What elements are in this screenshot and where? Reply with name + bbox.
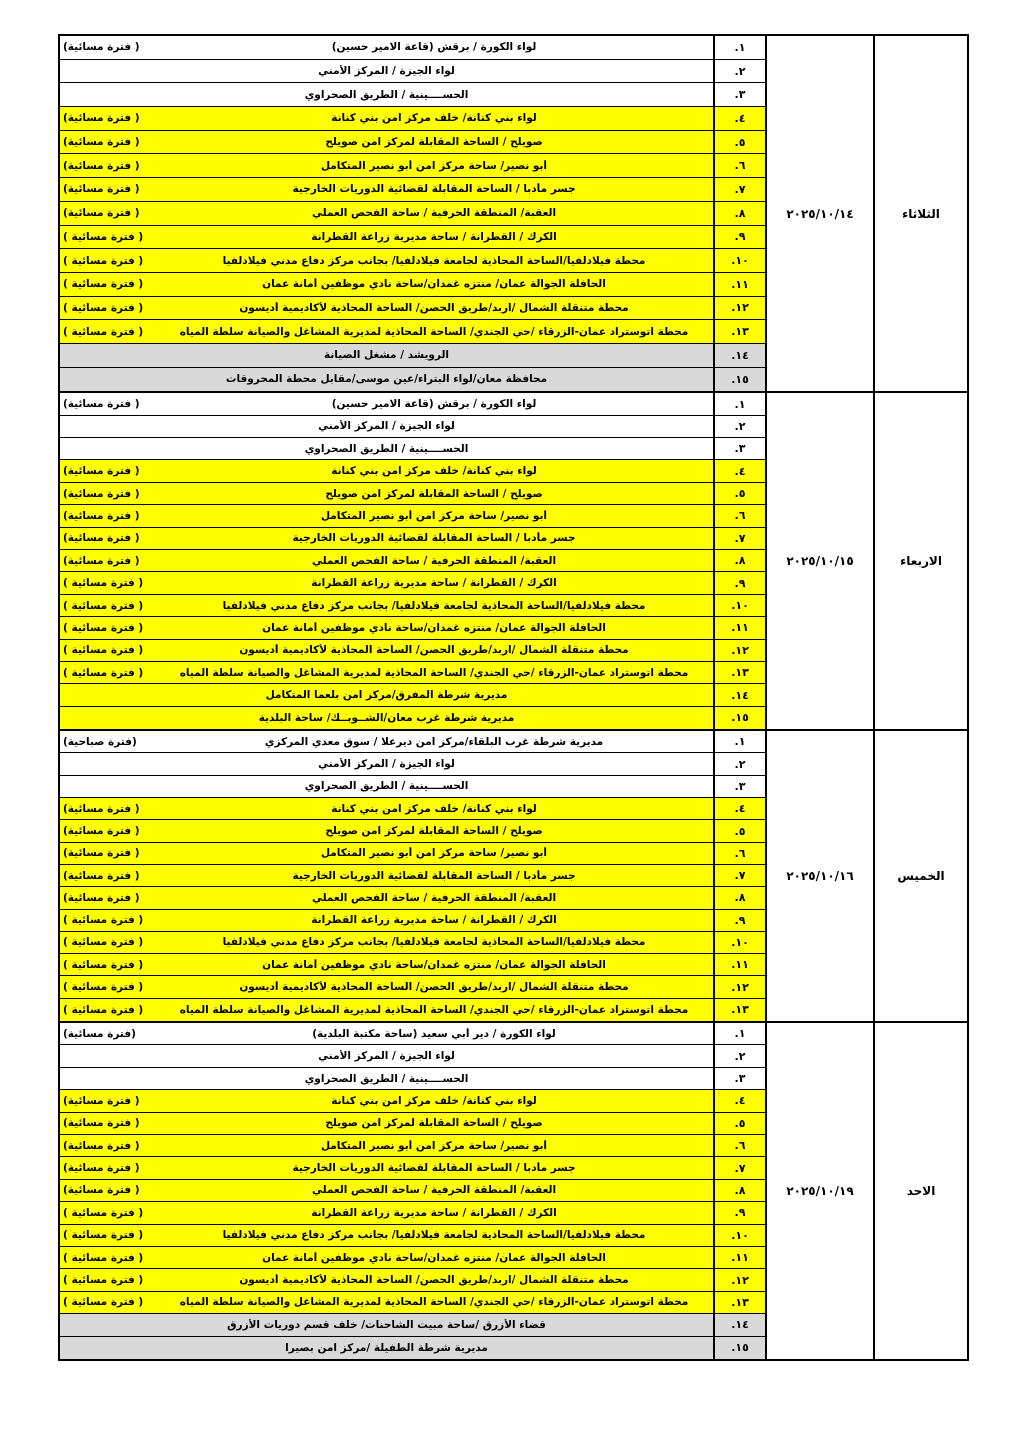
location-text: جسر مأدبا / الساحة المقابلة لقضائية الدوريات الخارجية [292,532,576,545]
row-number: ٤. [713,460,765,481]
row-number: ٧. [713,178,765,201]
row-number: ٧. [713,865,765,886]
row-number: ١١. [713,954,765,975]
location-text: صويلح / الساحة المقابلة لمركز امن صويلح [325,136,543,149]
location-text: جسر مأدبا / الساحة المقابلة لقضائية الدوريات الخارجية [292,183,576,196]
location-text: الحافلة الجوالة عمان/ منتزه غمدان/ساحة نادي موظفين أمانة عمان [262,621,606,634]
location-cell [60,1292,713,1313]
location-cell [60,107,713,130]
day-name: الاحد [873,1023,967,1359]
location-cell [60,1023,713,1044]
table-row [60,572,765,594]
row-number: ١١. [713,273,765,296]
location-text: الحســــينية / الطريق الصحراوي [304,780,469,793]
location-cell [60,249,713,272]
row-number: ١٥. [713,707,765,729]
table-row [60,1269,765,1291]
row-number: ٥. [713,1113,765,1134]
location-cell [60,1247,713,1268]
table-row [60,999,765,1021]
period-note: ( فترة مسائية) [63,532,140,545]
location-cell [60,505,713,526]
row-number: ١١. [713,1247,765,1268]
location-cell [60,1045,713,1066]
table-row [60,976,765,998]
location-cell [60,1157,713,1178]
row-number: ١٣. [713,1292,765,1313]
table-row [60,887,765,909]
period-note: ( فترة مسائية) [63,465,140,478]
location-cell [60,572,713,593]
day-block [60,36,967,393]
location-cell [60,887,713,908]
period-note: ( فترة مسائية ) [63,1274,144,1287]
location-rows [60,1023,765,1359]
period-note: ( فترة مسائية) [63,183,140,196]
day-date: ٢٠٢٥/١٠/١٥ [765,393,873,729]
table-row [60,865,765,887]
location-cell [60,843,713,864]
location-cell [60,320,713,343]
period-note: (فترة مسائية) [63,1027,136,1040]
table-row [60,753,765,775]
location-cell [60,416,713,437]
location-cell [60,60,713,83]
table-row [60,640,765,662]
location-text: محطة فيلادلفيا/الساحة المحاذية لجامعة فيلادلفيا/ بجانب مركز دفاع مدني فيلادلفيا [222,936,646,949]
location-text: مديرية شرطة غرب البلقاء/مركز امن ديرعلا / سوق معدي المركزي [264,735,604,748]
period-note: ( فترة مسائية) [63,1094,140,1107]
location-text: محطة متنقلة الشمال /اربد/طريق الحصن/ الساحة المحاذية لأكاديمية أديسون [239,981,629,994]
row-number: ٦. [713,843,765,864]
location-cell [60,226,713,249]
location-cell [60,932,713,953]
table-row [60,1113,765,1135]
location-cell [60,344,713,367]
location-cell [60,36,713,59]
period-note: ( فترة مسائية ) [63,325,144,338]
period-note: ( فترة مسائية ) [63,577,144,590]
location-text: الرويشد / مشغل الصيانة [323,349,449,362]
table-row [60,684,765,706]
table-row [60,438,765,460]
table-row [60,595,765,617]
row-number: ٨. [713,550,765,571]
table-row [60,1202,765,1224]
table-row [60,60,765,84]
table-row [60,320,765,344]
location-text: الحســــينية / الطريق الصحراوي [304,88,469,101]
period-note: ( فترة مسائية) [63,1139,140,1152]
table-row [60,249,765,273]
location-cell [60,1113,713,1134]
location-text: أبو نصير/ ساحة مركز امن أبو نصير المتكامل [320,1139,548,1152]
day-date: ٢٠٢٥/١٠/١٤ [765,36,873,391]
location-cell [60,1202,713,1223]
location-text: محطة فيلادلفيا/الساحة المحاذية لجامعة فيلادلفيا/ بجانب مركز دفاع مدني فيلادلفيا [222,1229,646,1242]
period-note: ( فترة مسائية ) [63,599,144,612]
location-cell [60,640,713,661]
period-note: ( فترة مسائية ) [63,1296,144,1309]
table-row [60,707,765,729]
period-note: ( فترة مسائية ) [63,621,144,634]
row-number: ١٣. [713,999,765,1021]
row-number: ١٤. [713,684,765,705]
period-note: ( فترة مسائية) [63,159,140,172]
row-number: ٨. [713,1180,765,1201]
table-row [60,843,765,865]
location-text: العقبة/ المنطقة الحرفية / ساحة الفحص العملي [311,891,557,904]
table-row [60,131,765,155]
period-note: ( فترة مسائية ) [63,936,144,949]
day-block [60,393,967,731]
row-number: ١٠. [713,595,765,616]
period-note: ( فترة مسائية) [63,487,140,500]
location-text: محطة اتوستراد عمان-الزرقاء /حي الجندي/ الساحة المحاذية لمديرية المشاغل والصيانة سلطة المياه [179,1003,689,1016]
location-text: الكرك / القطرانة / ساحة مديرية زراعة القطرانة [311,577,557,590]
period-note: ( فترة مسائية ) [63,1206,144,1219]
table-row [60,820,765,842]
table-row [60,1314,765,1336]
period-note: ( فترة مسائية ) [63,254,144,267]
table-row [60,1337,765,1359]
period-note: ( فترة مسائية) [63,891,140,904]
row-number: ١٢. [713,297,765,320]
location-text: الحافلة الجوالة عمان/ منتزه غمدان/ساحة نادي موظفين أمانة عمان [262,958,606,971]
location-cell [60,154,713,177]
location-cell [60,483,713,504]
row-number: ١٠. [713,932,765,953]
location-cell [60,1269,713,1290]
location-text: محطة متنقلة الشمال /اربد/طريق الحصن/ الساحة المحاذية لأكاديمية أديسون [239,644,629,657]
location-cell [60,684,713,705]
row-number: ٧. [713,528,765,549]
row-number: ٦. [713,154,765,177]
location-text: لواء بني كنانة/ خلف مركز امن بني كنانة [331,112,537,125]
location-cell [60,753,713,774]
location-text: لواء الجيزة / المركز الأمني [318,758,455,771]
table-row [60,83,765,107]
location-cell [60,865,713,886]
row-number: ١٢. [713,976,765,997]
location-text: مديرية شرطة غرب معان/الشــوبــك/ ساحة البلدية [258,711,515,724]
location-cell [60,1225,713,1246]
table-row [60,1135,765,1157]
row-number: ٣. [713,438,765,459]
table-row [60,1225,765,1247]
location-text: مديرية شرطة المفرق/مركز امن بلعما المتكامل [265,689,508,702]
location-cell [60,393,713,414]
location-text: لواء الجيزة / المركز الأمني [318,1050,455,1063]
location-cell [60,131,713,154]
location-text: لواء الجيزة / المركز الأمني [318,65,455,78]
location-cell [60,178,713,201]
location-text: محطة متنقلة الشمال /اربد/طريق الحصن/ الساحة المحاذية لأكاديمية أديسون [239,1274,629,1287]
table-row [60,731,765,753]
period-note: ( فترة مسائية) [63,554,140,567]
period-note: ( فترة مسائية ) [63,301,144,314]
row-number: ١٥. [713,368,765,392]
period-note: ( فترة مسائية ) [63,644,144,657]
location-text: الكرك / القطرانة / ساحة مديرية زراعة القطرانة [311,914,557,927]
row-number: ١٢. [713,640,765,661]
row-number: ٣. [713,83,765,106]
row-number: ٢. [713,416,765,437]
day-name: الاربعاء [873,393,967,729]
period-note: ( فترة مسائية ) [63,230,144,243]
table-row [60,505,765,527]
table-row [60,662,765,684]
table-row [60,910,765,932]
period-note: ( فترة مسائية) [63,509,140,522]
row-number: ١. [713,731,765,752]
day-name: الثلاثاء [873,36,967,391]
row-number: ٤. [713,107,765,130]
period-note: ( فترة مسائية) [63,136,140,149]
row-number: ٣. [713,776,765,797]
location-text: لواء بني كنانة/ خلف مركز امن بني كنانة [331,802,537,815]
row-number: ١٠. [713,249,765,272]
period-note: ( فترة مسائية) [63,207,140,220]
location-text: محطة متنقلة الشمال /اربد/طريق الحصن/ الساحة المحاذية لأكاديمية أديسون [239,301,629,314]
row-number: ٢. [713,60,765,83]
location-cell [60,368,713,392]
location-text: صويلح / الساحة المقابلة لمركز امن صويلح [325,487,543,500]
period-note: ( فترة مسائية) [63,869,140,882]
table-row [60,550,765,572]
table-row [60,36,765,60]
row-number: ١. [713,1023,765,1044]
location-text: الكرك / القطرانة / ساحة مديرية زراعة القطرانة [311,1206,557,1219]
location-cell [60,910,713,931]
table-row [60,178,765,202]
table-row [60,368,765,392]
location-text: لواء الكورة / برقش (قاعة الامير حسين) [331,398,537,410]
table-row [60,297,765,321]
table-row [60,1247,765,1269]
location-rows [60,36,765,391]
period-note: ( فترة مسائية) [63,847,140,860]
location-rows [60,731,765,1021]
table-row [60,154,765,178]
period-note: ( فترة مسائية) [63,802,140,815]
table-row [60,273,765,297]
location-text: الحســــينية / الطريق الصحراوي [304,442,469,455]
row-number: ١٣. [713,662,765,683]
table-row [60,393,765,415]
table-row [60,107,765,131]
day-name: الخميس [873,731,967,1021]
table-row [60,954,765,976]
row-number: ٥. [713,483,765,504]
table-row [60,776,765,798]
location-text: الحافلة الجوالة عمان/ منتزه غمدان/ساحة نادي موظفين أمانة عمان [262,278,606,291]
row-number: ١٤. [713,1314,765,1335]
location-text: العقبة/ المنطقة الحرفية / ساحة الفحص العملي [311,554,557,567]
location-cell [60,820,713,841]
location-cell [60,528,713,549]
location-cell [60,798,713,819]
day-date: ٢٠٢٥/١٠/١٩ [765,1023,873,1359]
location-text: محطة فيلادلفيا/الساحة المحاذية لجامعة فيلادلفيا/ بجانب مركز دفاع مدني فيلادلفيا [222,254,646,267]
location-cell [60,460,713,481]
location-text: لواء الكورة / دير أبي سعيد (ساحة مكتبة البلدية) [312,1027,556,1040]
location-text: محافظة معان/لواء البتراء/عين موسى/مقابل محطة المحروقات [225,373,548,386]
period-note: ( فترة مسائية) [63,398,140,410]
period-note: ( فترة مسائية ) [63,958,144,971]
table-row [60,1292,765,1314]
day-block [60,1023,967,1359]
table-row [60,344,765,368]
period-note: ( فترة مسائية) [63,825,140,837]
table-row [60,1068,765,1090]
period-note: ( فترة مسائية ) [63,981,144,994]
row-number: ٤. [713,1090,765,1111]
period-note: ( فترة مسائية) [63,112,140,125]
table-row [60,226,765,250]
row-number: ١٤. [713,344,765,367]
row-number: ١٣. [713,320,765,343]
table-row [60,798,765,820]
row-number: ٩. [713,572,765,593]
row-number: ٣. [713,1068,765,1089]
location-cell [60,438,713,459]
table-row [60,460,765,482]
location-cell [60,83,713,106]
location-text: الكرك / القطرانة / ساحة مديرية زراعة القطرانة [311,230,557,243]
location-cell [60,1090,713,1111]
location-cell [60,202,713,225]
table-row [60,528,765,550]
location-text: محطة فيلادلفيا/الساحة المحاذية لجامعة فيلادلفيا/ بجانب مركز دفاع مدني فيلادلفيا [222,599,646,612]
location-cell [60,1068,713,1089]
location-text: أبو نصير/ ساحة مركز امن أبو نصير المتكامل [320,847,548,860]
location-cell [60,776,713,797]
row-number: ٦. [713,1135,765,1156]
location-text: لواء الكورة / برقش (قاعة الامير حسين) [331,41,537,54]
period-note: ( فترة مسائية ) [63,666,144,679]
row-number: ١٠. [713,1225,765,1246]
row-number: ١. [713,36,765,59]
period-note: ( فترة مسائية) [63,1162,140,1175]
period-note: ( فترة مسائية) [63,1184,140,1197]
period-note: ( فترة مسائية ) [63,1229,144,1242]
location-cell [60,707,713,729]
period-note: ( فترة مسائية) [63,41,140,54]
table-row [60,617,765,639]
location-text: قضاء الأزرق /ساحة مبيت الشاحنات/ خلف قسم دوريات الأزرق [227,1318,546,1331]
location-cell [60,1180,713,1201]
day-date: ٢٠٢٥/١٠/١٦ [765,731,873,1021]
location-cell [60,297,713,320]
row-number: ٢. [713,1045,765,1066]
location-text: أبو نصير/ ساحة مركز امن أبو نصير المتكامل [320,159,548,172]
row-number: ٤. [713,798,765,819]
location-text: العقبة/ المنطقة الحرفية / ساحة الفحص العملي [311,1184,557,1197]
location-text: الحافلة الجوالة عمان/ منتزه غمدان/ساحة نادي موظفين أمانة عمان [262,1251,606,1264]
location-rows [60,393,765,729]
location-text: العقبة/ المنطقة الحرفية / ساحة الفحص العملي [311,207,557,220]
location-text: محطة اتوستراد عمان-الزرقاء /حي الجندي/ الساحة المحاذية لمديرية المشاغل والصيانة سلطة المياه [179,666,689,679]
row-number: ١. [713,393,765,414]
row-number: ٧. [713,1157,765,1178]
row-number: ٩. [713,1202,765,1223]
location-text: محطة اتوستراد عمان-الزرقاء /حي الجندي/ الساحة المحاذية لمديرية المشاغل والصيانة سلطة المياه [179,325,689,338]
location-text: محطة اتوستراد عمان-الزرقاء /حي الجندي/ الساحة المحاذية لمديرية المشاغل والصيانة سلطة المياه [179,1296,689,1309]
table-row [60,1023,765,1045]
location-text: الحســــينية / الطريق الصحراوي [304,1072,469,1085]
location-cell [60,595,713,616]
period-note: ( فترة مسائية ) [63,278,144,291]
location-text: لواء بني كنانة/ خلف مركز امن بني كنانة [331,1094,537,1107]
row-number: ٥. [713,820,765,841]
period-note: ( فترة مسائية) [63,1117,140,1130]
row-number: ٩. [713,226,765,249]
period-note: (فترة صباحية) [63,735,137,748]
period-note: ( فترة مسائية ) [63,1003,144,1016]
location-cell [60,273,713,296]
location-cell [60,1135,713,1156]
location-cell [60,999,713,1021]
day-block [60,731,967,1023]
location-text: جسر مأدبا / الساحة المقابلة لقضائية الدوريات الخارجية [292,1162,576,1175]
table-row [60,416,765,438]
location-cell [60,1314,713,1335]
location-cell [60,1337,713,1359]
row-number: ٩. [713,910,765,931]
row-number: ٥. [713,131,765,154]
table-row [60,1180,765,1202]
location-cell [60,976,713,997]
location-cell [60,662,713,683]
row-number: ١١. [713,617,765,638]
location-cell [60,550,713,571]
table-row [60,1090,765,1112]
row-number: ٦. [713,505,765,526]
table-row [60,932,765,954]
row-number: ١٢. [713,1269,765,1290]
location-cell [60,731,713,752]
location-text: صويلح / الساحة المقابلة لمركز امن صويلح [325,1117,543,1130]
table-row [60,202,765,226]
period-note: ( فترة مسائية ) [63,1251,144,1264]
location-cell [60,954,713,975]
table-row [60,1045,765,1067]
row-number: ٨. [713,202,765,225]
location-text: أبو نصير/ ساحة مركز امن أبو نصير المتكامل [320,509,548,522]
location-text: مديرية شرطة الطفيلة /مركز امن بصيرا [285,1341,488,1354]
table-row [60,483,765,505]
row-number: ٢. [713,753,765,774]
row-number: ٨. [713,887,765,908]
location-text: صويلح / الساحة المقابلة لمركز امن صويلح [325,825,543,837]
location-text: لواء بني كنانة/ خلف مركز امن بني كنانة [331,465,537,478]
period-note: ( فترة مسائية ) [63,914,144,927]
table-row [60,1157,765,1179]
row-number: ١٥. [713,1337,765,1359]
location-text: لواء الجيزة / المركز الأمني [318,420,455,433]
schedule-table [58,34,969,1361]
location-cell [60,617,713,638]
location-text: جسر مأدبا / الساحة المقابلة لقضائية الدوريات الخارجية [292,869,576,882]
